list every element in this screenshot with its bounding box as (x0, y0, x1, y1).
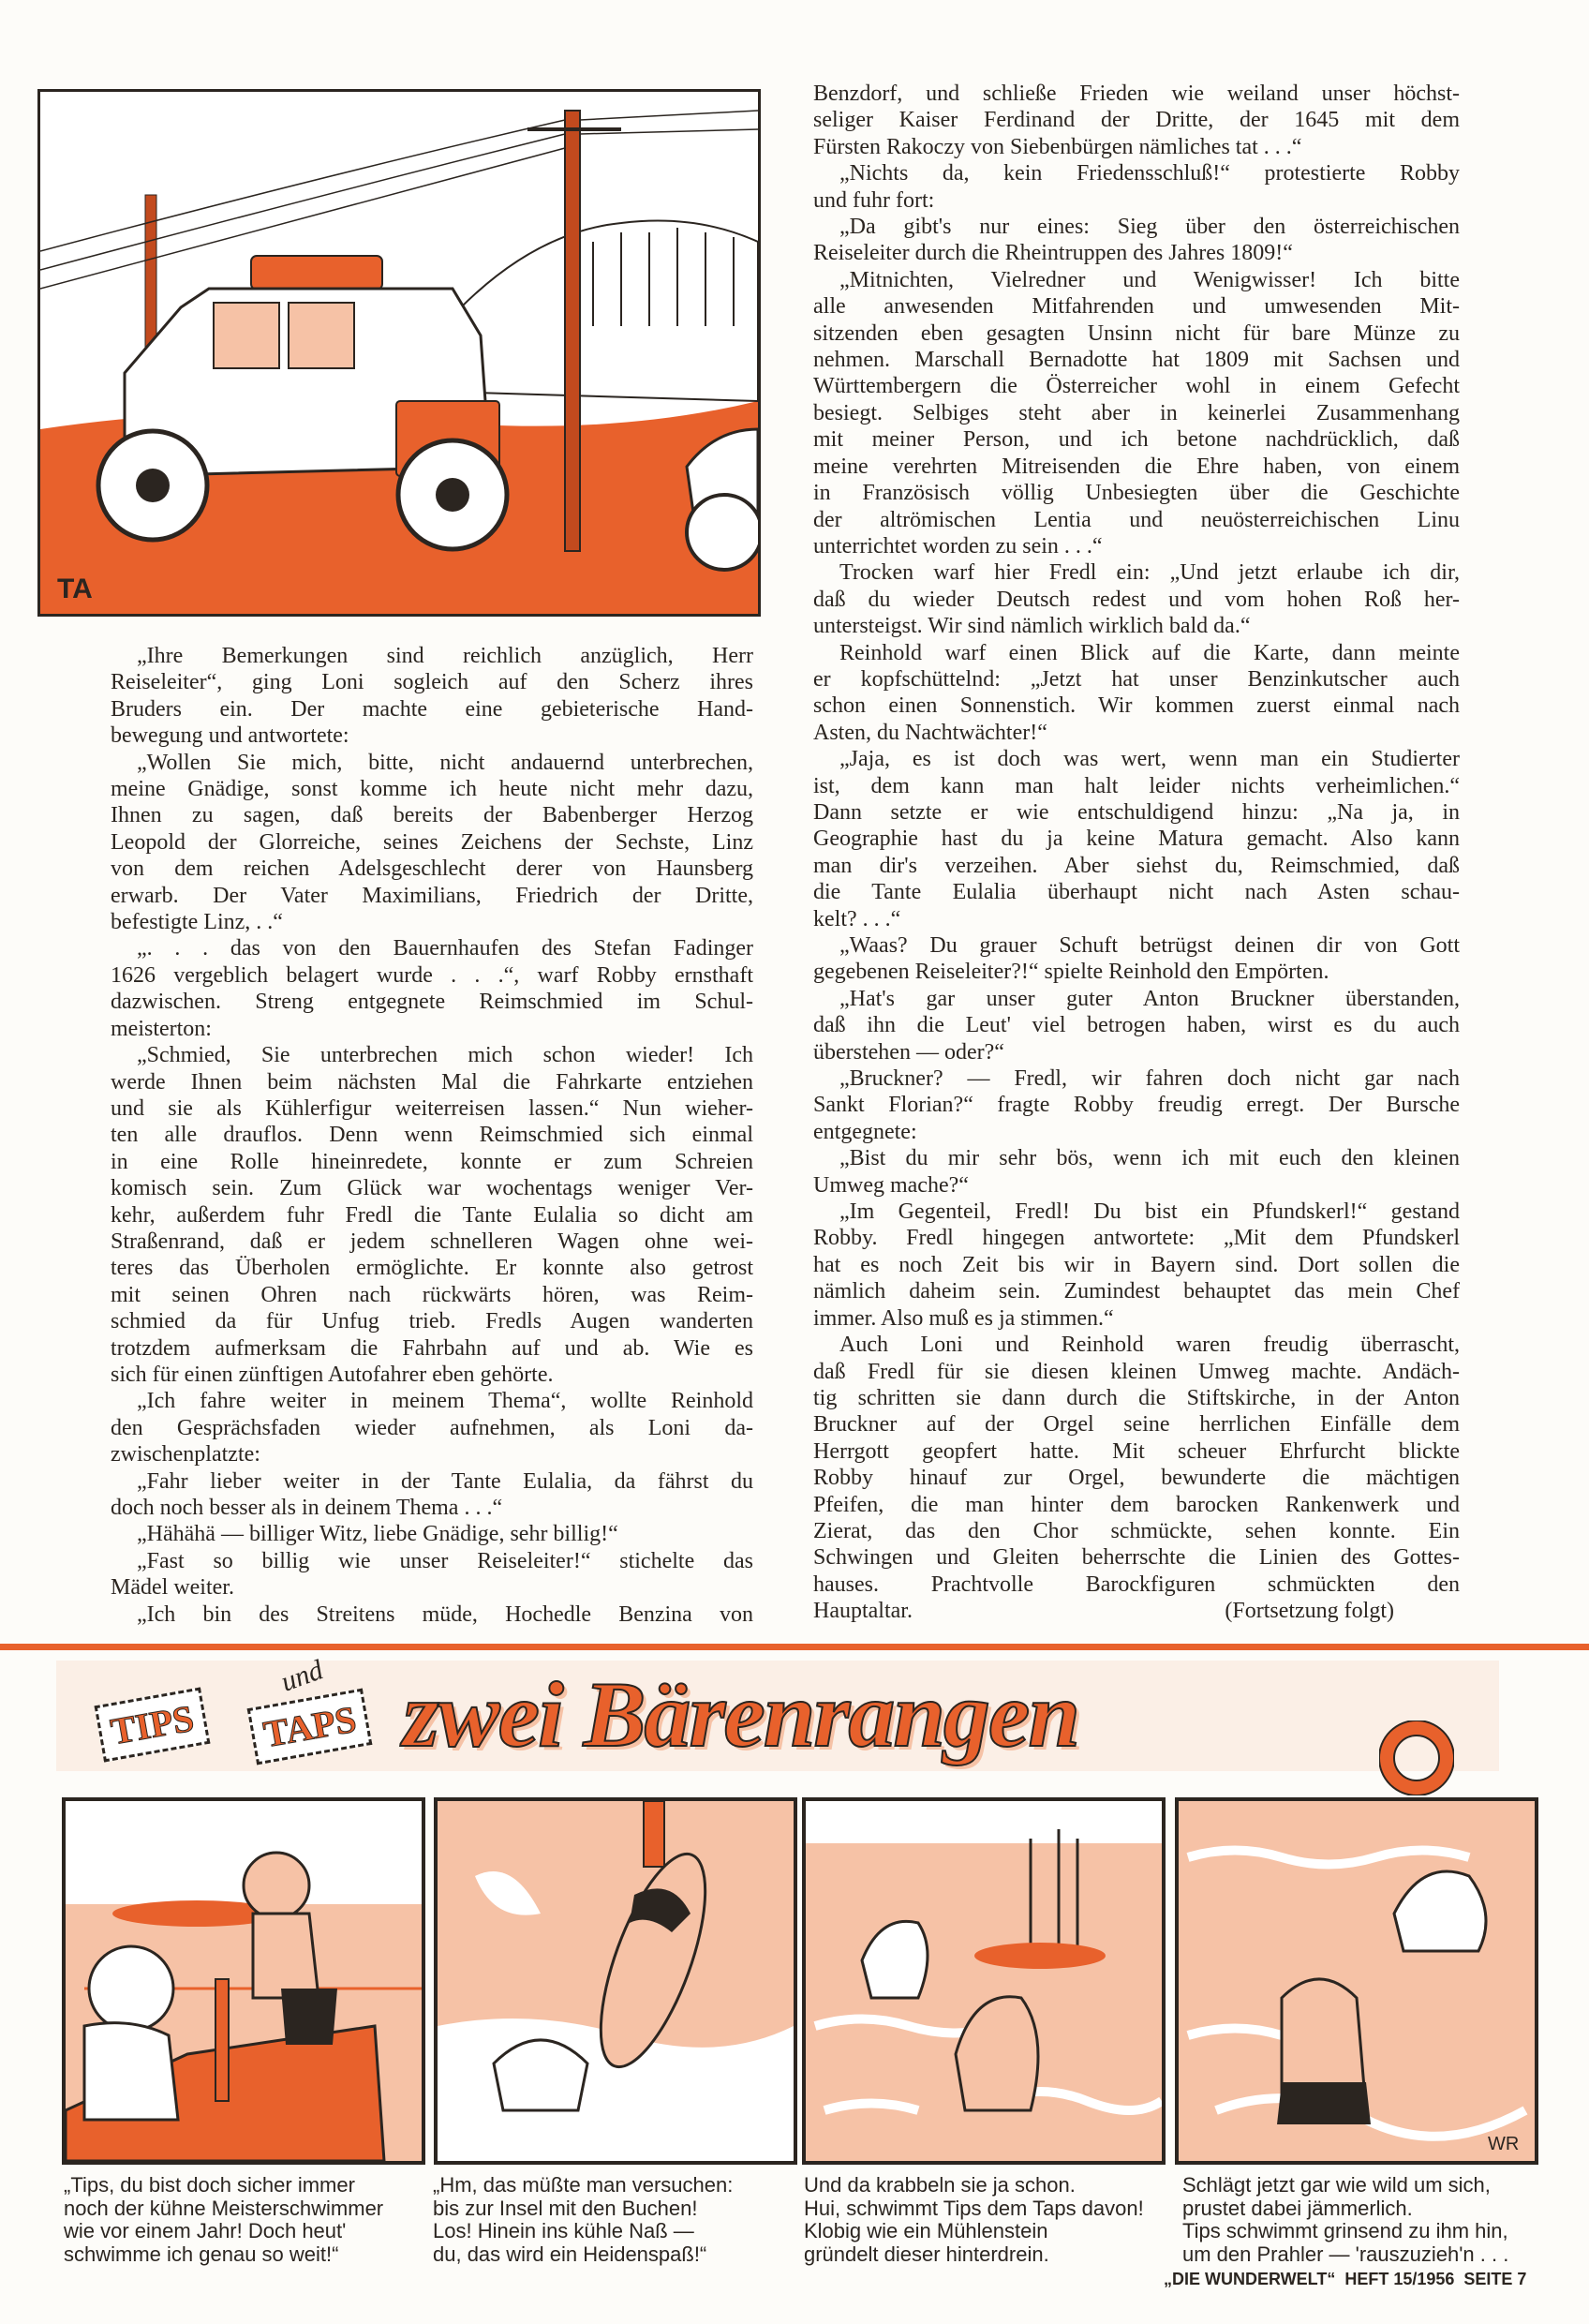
text-line: und sie als Kühlerfigur weiterreisen lassen.“ Nun wieher- (111, 1095, 753, 1121)
text-line: erwarb. Der Vater Maximilians, Friedrich der Dritte, (111, 883, 753, 908)
text-line: komisch sein. Zum Glück war wochentags weniger Ver- (111, 1176, 753, 1201)
text-line: „Fast so billig wie unser Reiseleiter!“ stichelte das (137, 1548, 753, 1573)
text-line: „Jaja, es ist doch was wert, wenn man ein Studierter (839, 747, 1460, 772)
text-line: Asten, du Nachtwächter!“ (813, 720, 1047, 745)
article-paragraph (813, 559, 1460, 639)
text-line: Umweg mache?“ (813, 1172, 969, 1198)
text-line: Sankt Florian?“ fragte Robby freudig erregt. Der Bursche (813, 1093, 1460, 1118)
caption-line: Los! Hinein ins kühle Naß — (433, 2219, 694, 2242)
text-line: nämlich daheim sein. Zumindest behauptet das mein Chef (813, 1279, 1460, 1304)
text-line: werde Ihnen beim nächsten Mal die Fahrkarte entziehen (111, 1069, 753, 1095)
text-line: doch noch besser als in deinem Thema . . .“ (111, 1496, 503, 1520)
article-paragraph (111, 1548, 753, 1601)
text-line: seliger Kaiser Ferdinand der Dritte, der 1645 mit dem (813, 108, 1460, 133)
panel-2-drawing (438, 1801, 794, 2161)
text-line: in eine Rolle hineinredete, konnte er zum Schreien (111, 1149, 753, 1174)
text-line: Reiseleiter durch die Rheintruppen des Jahres 1809!“ (813, 241, 1293, 266)
text-line: entgegnete: (813, 1119, 917, 1144)
car-scene-drawing (40, 92, 758, 614)
lifebuoy-icon (1379, 1721, 1454, 1795)
text-line: mit seinen Ohren nach rückwärts hören, was Reim- (111, 1282, 753, 1307)
text-line: Württembergern die Österreicher wohl in einem Gefecht (813, 374, 1460, 399)
text-line: „. . . das von den Bauernhaufen des Stefan Fadinger (137, 936, 753, 961)
comic-panel-3 (802, 1797, 1166, 2165)
text-line: in Französisch völlig Unbesiegten über die Geschichte (813, 481, 1460, 506)
article-paragraph (813, 640, 1460, 747)
text-line: „Hähähä — billiger Witz, liebe Gnädige, sehr billig!“ (137, 1522, 618, 1547)
text-line: „Im Gegenteil, Fredl! Du bist ein Pfundskerl!“ gestand (839, 1199, 1460, 1225)
caption-line: Tips schwimmt grinsend zu ihm hin, (1182, 2219, 1508, 2242)
text-line: „Waas? Du grauer Schuft betrügst deinen dir von Gott (839, 933, 1460, 958)
text-line: den Gesprächsfaden wieder aufnehmen, als Loni da- (111, 1415, 753, 1440)
text-line: ist, dem kann man halt leider nichts verheimlichen.“ (813, 773, 1460, 798)
artist-signature: WR (1488, 2134, 1520, 2154)
text-line: teres das Überholen ermöglichte. Er konnte also getrost (111, 1256, 753, 1281)
text-line: „Mitnichten, Vielredner und Wenigwisser! Ich bitte (839, 267, 1460, 292)
text-line: Schwingen und Gleiten beherrschte die Linien des Gottes- (813, 1545, 1460, 1571)
comic-caption-3 (804, 2174, 1144, 2266)
panel-3-drawing (806, 1801, 1162, 2161)
caption-line: du, das wird ein Heidenspaß!“ (433, 2242, 707, 2266)
text-line: „Ich fahre weiter in meinem Thema“, wollte Reinhold (137, 1389, 753, 1414)
text-line: Herrgott geopfert hatte. Mit scheuer Ehrfurcht blickte (813, 1438, 1460, 1464)
text-line: 1626 vergeblich belagert wurde . . .“, warf Robby ernsthaft (111, 962, 753, 988)
page-footer (1164, 2270, 1536, 2289)
caption-line: wie vor einem Jahr! Doch heut' (64, 2219, 347, 2242)
text-line: und fuhr fort: (813, 187, 935, 213)
text-line: Trocken warf hier Fredl ein: „Und jetzt erlaube ich dir, (839, 560, 1460, 586)
text-line: Ihnen zu sagen, daß bereits der Babenberger Herzog (111, 803, 753, 828)
comic-title: zwei Bärenrangen (403, 1662, 1078, 1766)
text-line: Straßenrand, daß er jedem schnelleren Wagen ohne wei- (111, 1229, 753, 1254)
article-paragraph (111, 643, 753, 750)
text-line: besiegt. Selbiges steht aber in keinerlei Zusammenhang (813, 400, 1460, 425)
comic-caption-4 (1182, 2174, 1508, 2266)
article-paragraph (111, 750, 753, 936)
text-line: Benzdorf, und schließe Frieden wie weiland unser höchst- (813, 82, 1460, 106)
text-line: meisterton: (111, 1016, 212, 1041)
title-stamp-taps: TAPS (247, 1689, 373, 1765)
issue-number: HEFT 15/1956 (1344, 2270, 1455, 2288)
comic-caption-2 (433, 2174, 733, 2266)
page-number: SEITE 7 (1463, 2270, 1527, 2288)
text-line: „Da gibt's nur eines: Sieg über den österreichischen (839, 215, 1460, 240)
text-line: „Bruckner? — Fredl, wir fahren doch nicht gar nach (839, 1066, 1460, 1092)
panel-4-drawing (1179, 1801, 1535, 2161)
caption-line: gründelt dieser hinterdrein. (804, 2242, 1049, 2266)
caption-line: bis zur Insel mit den Buchen! (433, 2196, 698, 2220)
text-line: trotzdem aufmerksam die Fahrbahn auf und ab. Wie es (111, 1335, 753, 1361)
article-paragraph (813, 1145, 1460, 1199)
article-paragraph (813, 1332, 1460, 1624)
text-line: hauses. Prachtvolle Barockfiguren schmückten den (813, 1572, 1460, 1597)
text-line: meine Gnädige, sonst komme ich heute nicht mehr dazu, (111, 777, 753, 802)
caption-line: Schlägt jetzt gar wie wild um sich, (1182, 2173, 1491, 2197)
text-line: untersteigst. Wir sind nämlich wirklich bald da.“ (813, 614, 1251, 639)
text-line-content: Hauptaltar. (813, 1599, 913, 1624)
comic-panel-1 (62, 1797, 425, 2165)
text-line: Bruders ein. Der machte eine gebieterische Hand- (111, 696, 753, 722)
title-und: und (276, 1654, 328, 1698)
article-paragraph (813, 81, 1460, 160)
text-line: man dir's verzeihen. Aber siehst du, Reimschmied, daß (813, 853, 1460, 878)
text-line: Dann setzte er wie entschuldigend hinzu: „Na ja, in (813, 799, 1460, 825)
caption-line: um den Prahler — 'rauszuzieh'n . . . (1182, 2242, 1509, 2266)
text-line: „Bist du mir sehr bös, wenn ich mit euch den kleinen (839, 1146, 1460, 1171)
caption-line: „Hm, das müßte man versuchen: (433, 2173, 734, 2197)
text-line: „Nichts da, kein Friedensschluß!“ protestierte Robby (839, 161, 1460, 186)
title-stamp-tips: TIPS (95, 1687, 211, 1762)
article-paragraph (813, 932, 1460, 986)
text-line: von dem reichen Adelsgeschlecht derer von Haunsberg (111, 857, 753, 882)
caption-line: Und da krabbeln sie ja schon. (804, 2173, 1076, 2197)
text-line: gegebenen Reiseleiter?!“ spielte Reinhold den Empörten. (813, 960, 1329, 985)
article-left-column (111, 643, 753, 1628)
text-line: „Schmied, Sie unterbrechen mich schon wieder! Ich (137, 1043, 753, 1068)
text-line: „Fahr lieber weiter in der Tante Eulalia, da fährst du (137, 1468, 753, 1494)
comic-panel-4 (1175, 1797, 1538, 2165)
text-line: daß du wieder Deutsch redest und vom hohen Roß her- (813, 587, 1460, 612)
text-line: Fürsten Rakoczy von Siebenbürgen nämliches tat . . .“ (813, 134, 1302, 159)
text-line: er kopfschüttelnd: „Jetzt hat unser Benzinkutscher auch (813, 666, 1460, 692)
article-paragraph (813, 267, 1460, 559)
text-line: Reinhold warf einen Blick auf die Karte, dann meinte (839, 640, 1460, 665)
illustrator-signature: TA (57, 574, 93, 604)
text-line: schmied da für Unfug trieb. Fredls Augen wanderten (111, 1309, 753, 1334)
text-line: tig schritten sie dann durch die Stiftskirche, in der Anton (813, 1385, 1460, 1410)
text-line: der altrömischen Lentia und neuösterreichischen Linu (813, 507, 1460, 532)
text-line: zwischenplatzte: (111, 1442, 260, 1467)
text-line: Leopold der Glorreiche, seines Zeichens der Sechste, Linz (111, 829, 753, 855)
text-line: ten alle drauflos. Denn wenn Reimschmied sich einmal (111, 1123, 753, 1148)
article-paragraph (111, 1468, 753, 1522)
text-line: Geographie hast du ja keine Matura gemacht. Also kann (813, 827, 1460, 852)
article-paragraph (111, 1601, 753, 1628)
text-line: „Wollen Sie mich, bitte, nicht andauernd unterbrechen, (137, 750, 753, 775)
text-line: überstehen — oder?“ (813, 1039, 1004, 1065)
text-line: Zierat, das den Chor schmückte, sehen konnte. Ein (813, 1518, 1460, 1543)
comic-caption-1 (64, 2174, 383, 2266)
text-line: Pfeifen, die man hinter dem barocken Rankenwerk und (813, 1492, 1460, 1517)
story-illustration-car (37, 89, 761, 617)
text-line: Robby. Fredl hingegen antwortete: „Mit dem Pfundskerl (813, 1226, 1460, 1251)
article-paragraph (111, 1521, 753, 1547)
article-paragraph (111, 1042, 753, 1388)
text-line: schon einen Sonnenstich. Wir kommen zuerst einmal nach (813, 693, 1460, 719)
text-line: kelt? . . .“ (813, 906, 901, 931)
caption-line: prustet dabei jämmerlich. (1182, 2196, 1413, 2220)
text-line: die Tante Eulalia überhaupt nicht nach Asten schau- (813, 880, 1460, 905)
panel-1-drawing (66, 1801, 422, 2161)
text-line: Auch Loni und Reinhold waren freudig überrascht, (839, 1333, 1460, 1358)
text-line: daß Fredl für sie diesen kleinen Umweg machte. Andäch- (813, 1359, 1460, 1384)
article-paragraph (813, 1199, 1460, 1332)
text-line: „Ich bin des Streitens müde, Hochedle Benzina von (137, 1601, 753, 1627)
caption-line: Hui, schwimmt Tips dem Taps davon! (804, 2196, 1144, 2220)
orange-divider-rule (0, 1644, 1589, 1650)
article-paragraph (813, 160, 1460, 214)
text-line: nehmen. Marschall Bernadotte hat 1809 mit Sachsen und (813, 348, 1460, 373)
text-line: kehr, außerdem fuhr Fredl die Tante Eulalia so dicht am (111, 1202, 753, 1228)
article-paragraph (813, 1065, 1460, 1145)
text-line: Robby hinauf zur Orgel, bewunderte die mächtigen (813, 1466, 1460, 1491)
caption-line: „Tips, du bist doch sicher immer (64, 2173, 355, 2197)
caption-line: Klobig wie ein Mühlenstein (804, 2219, 1048, 2242)
text-line (813, 1598, 1460, 1624)
text-line: sich für einen zünftigen Autofahrer eben gehörte. (111, 1362, 554, 1387)
comic-panel-2 (434, 1797, 797, 2165)
text-line: immer. Also muß es ja stimmen.“ (813, 1305, 1114, 1331)
article-paragraph (813, 214, 1460, 267)
caption-line: noch der kühne Meisterschwimmer (64, 2196, 384, 2220)
article-paragraph (111, 1388, 753, 1467)
text-line: daß ihn die Leut' viel betrogen haben, wirst es du auch (813, 1013, 1460, 1038)
text-line: sitzenden eben gesagten Unsinn nicht für bare Münze zu (813, 320, 1460, 346)
article-paragraph (813, 746, 1460, 932)
caption-line: schwimme ich genau so weit!“ (64, 2242, 339, 2266)
text-line: alle anwesenden Mitfahrenden und umwesenden Mit- (813, 294, 1460, 320)
text-line: Mädel weiter. (111, 1575, 234, 1601)
text-line: meine verehrten Mitreisenden die Ehre haben, von einem (813, 454, 1460, 479)
article-paragraph (111, 935, 753, 1042)
text-line: Bruckner auf der Orgel seine herrlichen Einfälle dem (813, 1412, 1460, 1438)
text-line: dazwischen. Streng entgegnete Reimschmied im Schul- (111, 990, 753, 1015)
text-line: befestigte Linz, . .“ (111, 910, 283, 935)
text-line: unterrichtet worden zu sein . . .“ (813, 533, 1103, 559)
text-line: bewegung und antwortete: (111, 723, 349, 749)
magazine-name: „DIE WUNDERWELT“ (1164, 2270, 1336, 2288)
text-line: mit meiner Person, und ich betone nachdrücklich, daß (813, 427, 1460, 453)
article-right-column (813, 81, 1460, 1625)
article-paragraph (813, 986, 1460, 1065)
text-line: Reiseleiter“, ging Loni sogleich auf den Scherz ihres (111, 670, 753, 695)
text-line: hat es noch Zeit bis wir in Bayern sind. Dort sollen die (813, 1252, 1460, 1277)
text-line: „Hat's gar unser guter Anton Bruckner überstanden, (839, 986, 1460, 1011)
continuation-note: (Fortsetzung folgt) (1225, 1599, 1394, 1624)
text-line: „Ihre Bemerkungen sind reichlich anzüglich, Herr (137, 644, 753, 668)
